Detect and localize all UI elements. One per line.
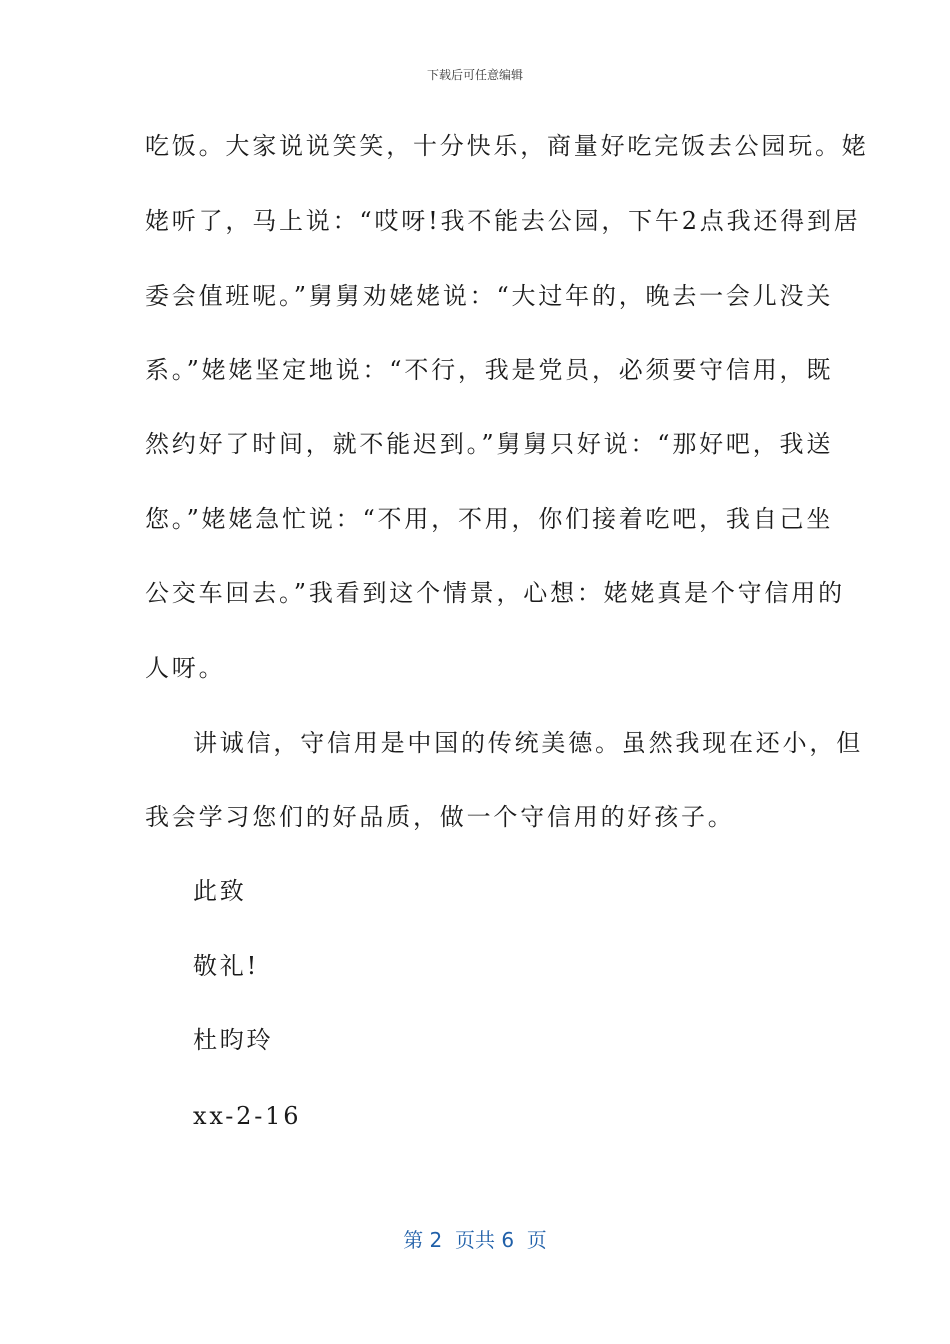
letter-line-10: 我会学习您们的好品质，做一个守信用的好孩子。	[145, 803, 735, 831]
letter-line-6: 您。”姥姥急忙说：“不用，不用，你们接着吃吧，我自己坐	[145, 505, 834, 533]
letter-line-7: 公交车回去。”我看到这个情景，心想：姥姥真是个守信用的	[145, 579, 845, 607]
signature-name: 杜昀玲	[193, 1026, 274, 1054]
page-number: 第 2 页共 6 页	[403, 1228, 547, 1252]
letter-line-9: 讲诚信，守信用是中国的传统美德。虽然我现在还小，但	[193, 729, 863, 757]
signature-date: xx-2-16	[193, 1102, 302, 1130]
closing-salutation: 此致	[193, 877, 247, 905]
letter-line-2: 姥听了，马上说：“哎呀!我不能去公园，下午2点我还得到居	[145, 207, 861, 235]
letter-line-8: 人呀。	[145, 654, 226, 682]
letter-line-4: 系。”姥姥坚定地说：“不行，我是党员，必须要守信用，既	[145, 356, 834, 384]
download-note: 下载后可任意编辑	[426, 68, 523, 82]
closing-regards: 敬礼!	[193, 952, 260, 980]
letter-line-1: 吃饭。大家说说笑笑，十分快乐，商量好吃完饭去公园玩。姥	[145, 132, 869, 160]
letter-line-3: 委会值班呢。”舅舅劝姥姥说：“大过年的，晚去一会儿没关	[145, 282, 834, 310]
letter-line-5: 然约好了时间，就不能迟到。”舅舅只好说：“那好吧，我送	[145, 430, 834, 458]
